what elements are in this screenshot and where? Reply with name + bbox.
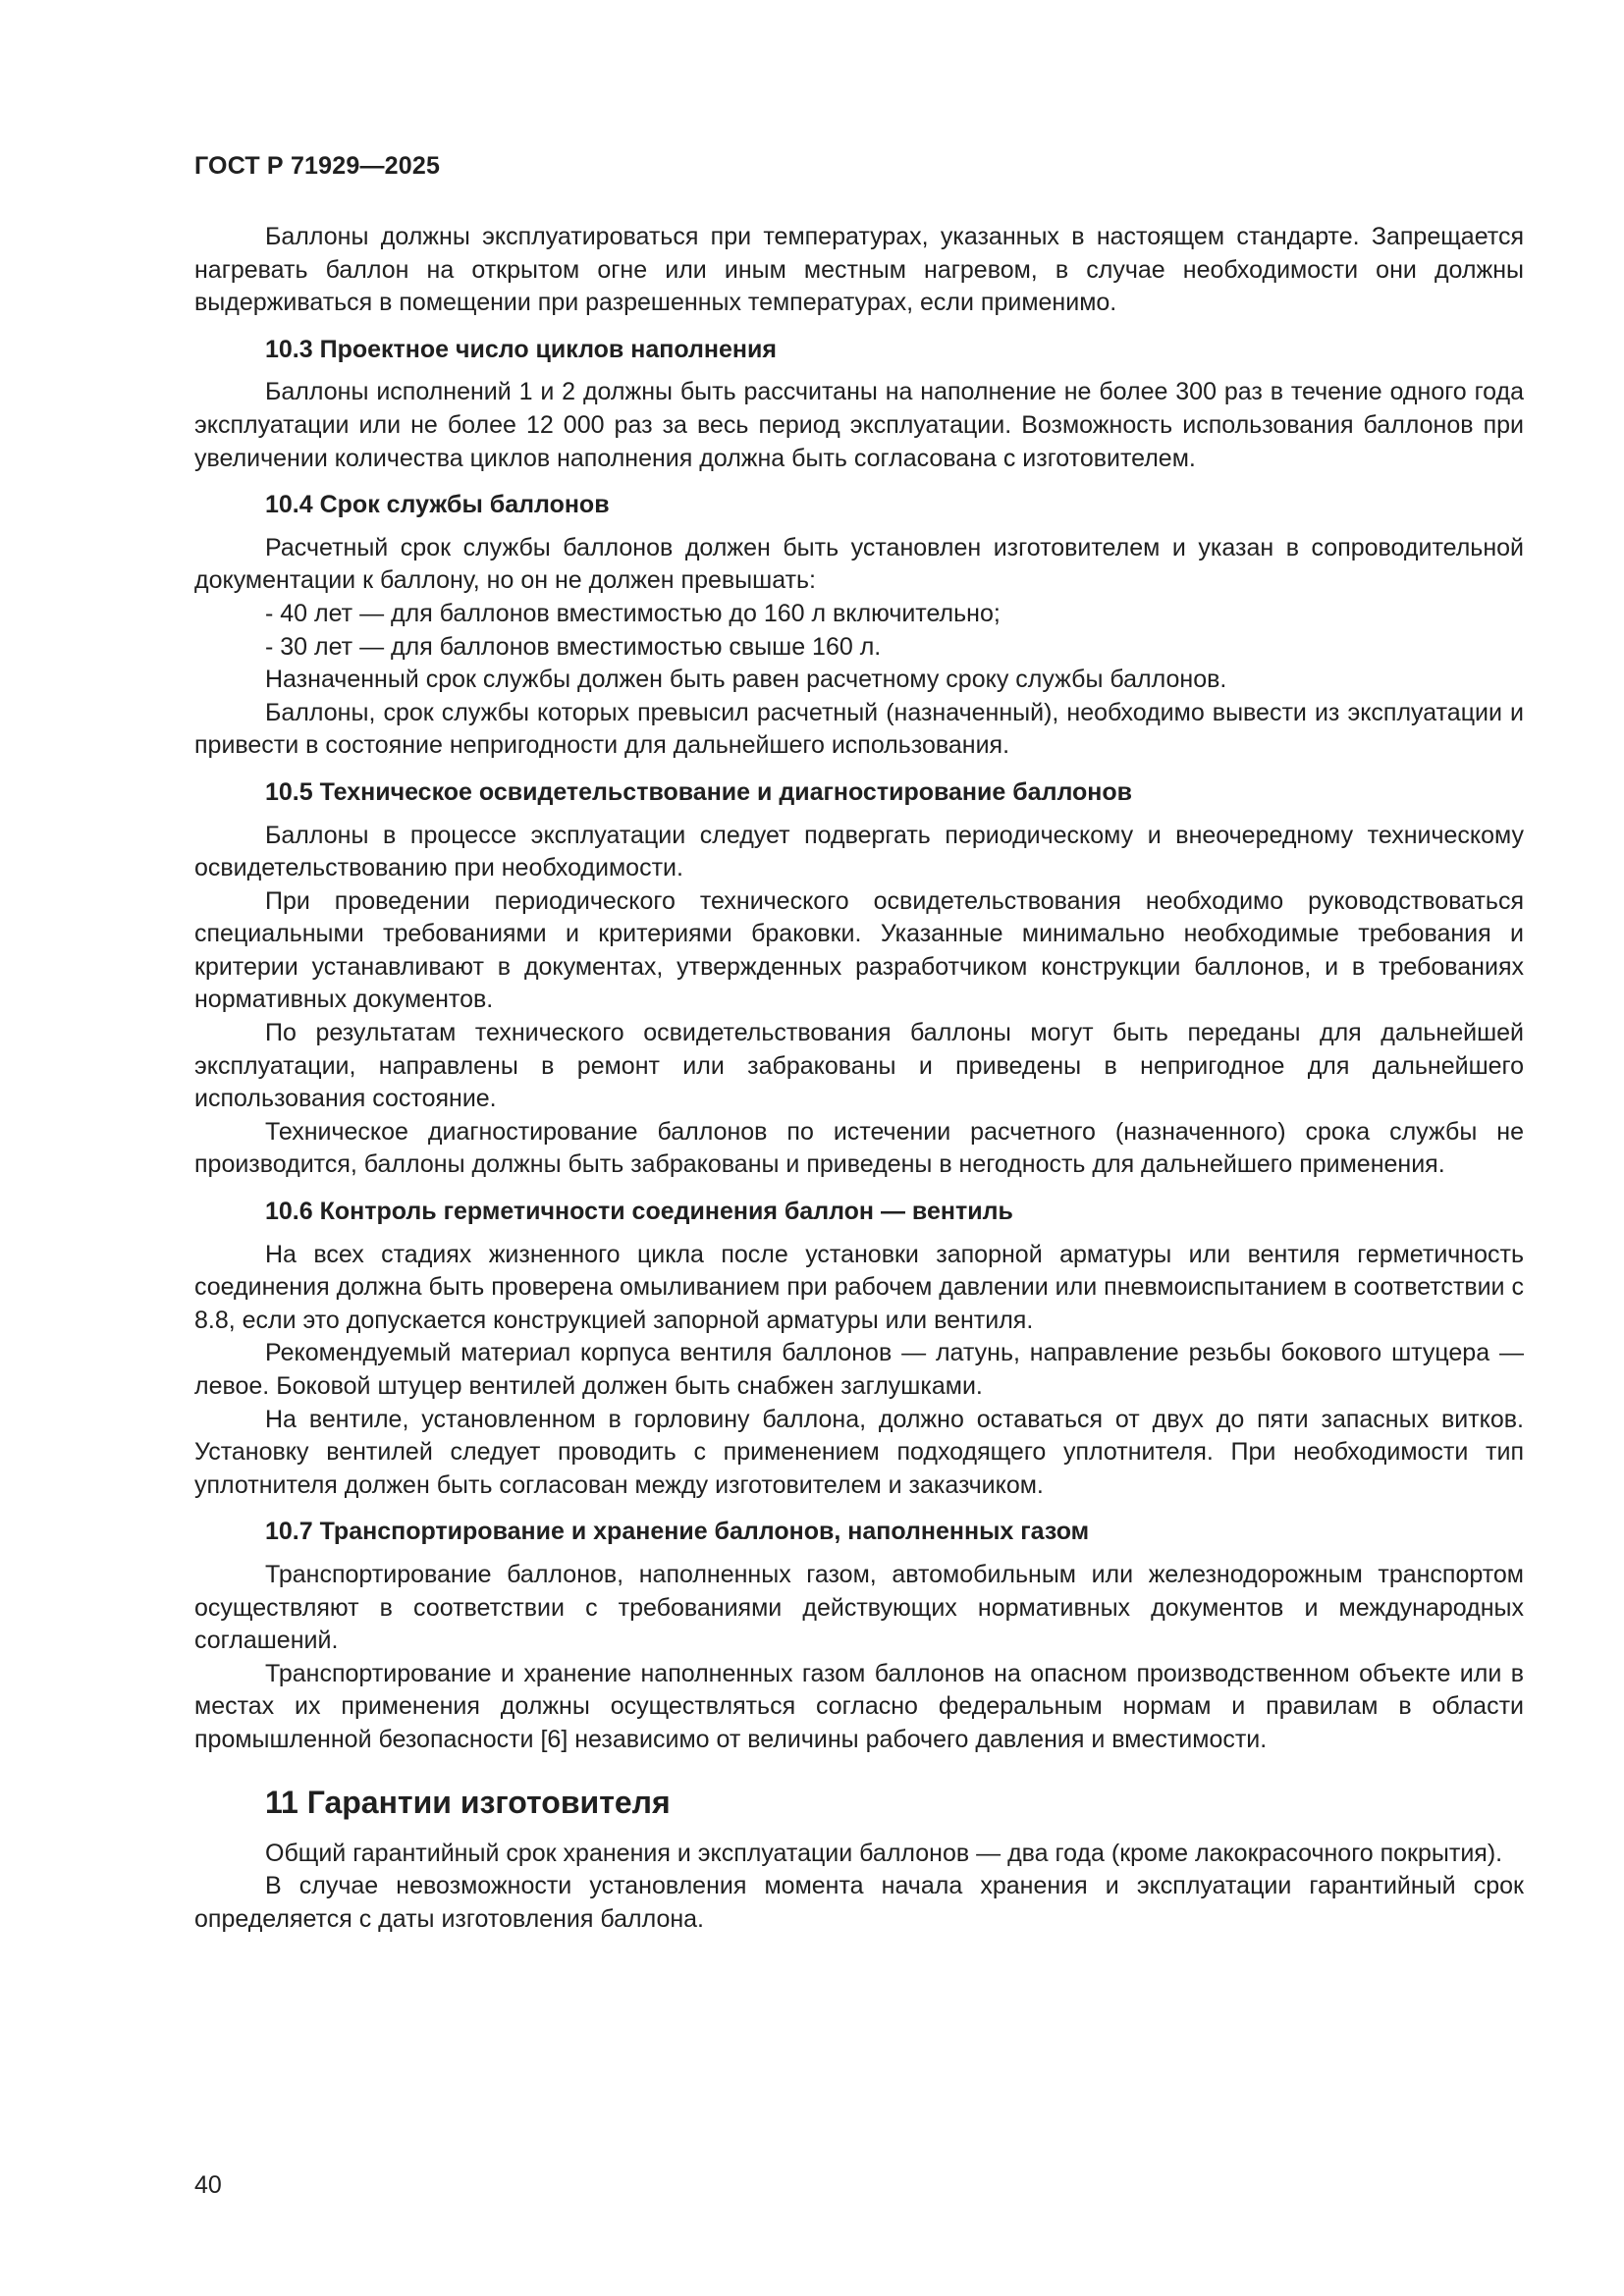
paragraph: Баллоны, срок службы которых превысил расчетный (назначенный), необходимо вывести из эксплуатации и привести в состояние непригодности для дальнейшего использования. xyxy=(194,698,1524,760)
paragraph: Баллоны в процессе эксплуатации следует подвергать периодическому и внеочередному техническому освидетельствованию при необходимости. xyxy=(194,821,1524,882)
paragraph: По результатам технического освидетельствования баллоны могут быть переданы для дальнейшей эксплуатации, направлены в ремонт или забракованы и приведены в непригодное для дальнейшего использования состояние. xyxy=(194,1019,1524,1113)
document-code: ГОСТ Р 71929—2025 xyxy=(194,152,441,180)
section-heading-10-3: 10.3 Проектное число циклов наполнения xyxy=(265,335,777,363)
paragraph: На всех стадиях жизненного цикла после установки запорной арматуры или вентиля герметичность соединения должна быть проверена омыливанием при рабочем давлении или пневмоиспытанием в соответствии с 8.8, если это допускается конструкцией запорной арматуры или вентиля. xyxy=(194,1240,1524,1334)
list-item: - 30 лет — для баллонов вместимостью свыше 160 л. xyxy=(265,632,882,661)
section-heading-10-6: 10.6 Контроль герметичности соединения баллон — вентиль xyxy=(265,1198,1013,1226)
paragraph: Расчетный срок службы баллонов должен быть установлен изготовителем и указан в сопроводительной документации к баллону, но он не должен превышать: xyxy=(194,533,1524,595)
paragraph: Баллоны исполнений 1 и 2 должны быть рассчитаны на наполнение не более 300 раз в течение одного года эксплуатации или не более 12 000 раз за весь период эксплуатации. Возможность использования баллонов при увеличении количества циклов наполнения должна быть согласована с изготовителем. xyxy=(194,378,1524,472)
paragraph: Рекомендуемый материал корпуса вентиля баллонов — латунь, направление резьбы бокового штуцера — левое. Боковой штуцер вентилей должен быть снабжен заглушками. xyxy=(194,1339,1524,1400)
paragraph: Баллоны должны эксплуатироваться при температурах, указанных в настоящем стандарте. Запрещается нагревать баллон на открытом огне или иным местным нагревом, в случае необходимости они должны выдерживаться в помещении при разрешенных температурах, если применимо. xyxy=(194,223,1524,317)
paragraph: Общий гарантийный срок хранения и эксплуатации баллонов — два года (кроме лакокрасочного покрытия). xyxy=(265,1839,1503,1867)
list-item: - 40 лет — для баллонов вместимостью до 160 л включительно; xyxy=(265,599,1001,627)
paragraph: Назначенный срок службы должен быть равен расчетному сроку службы баллонов. xyxy=(265,666,1227,694)
paragraph: На вентиле, установленном в горловину баллона, должно оставаться от двух до пяти запасных витков. Установку вентилей следует проводить с применением подходящего уплотнителя. При необходимости тип уплотнителя должен быть согласован между изготовителем и заказчиком. xyxy=(194,1405,1524,1499)
paragraph: Транспортирование баллонов, наполненных газом, автомобильным или железнодорожным транспортом осуществляют в соответствии с требованиями действующих нормативных документов и международных соглашений. xyxy=(194,1560,1524,1655)
paragraph: В случае невозможности установления момента начала хранения и эксплуатации гарантийный срок определяется с даты изготовления баллона. xyxy=(194,1872,1524,1933)
paragraph: При проведении периодического технического освидетельствования необходимо руководствоваться специальными требованиями и критериями браковки. Указанные минимально необходимые требования и критерии устанавливают в документах, утвержденных разработчиком конструкции баллонов, и в требованиях нормативных документов. xyxy=(194,886,1524,1014)
section-heading-10-7: 10.7 Транспортирование и хранение баллонов, наполненных газом xyxy=(265,1518,1090,1546)
section-heading-10-5: 10.5 Техническое освидетельствование и диагностирование баллонов xyxy=(265,777,1133,806)
page-content xyxy=(194,221,1524,1936)
service-life-list xyxy=(194,598,1524,664)
section-heading-10-4: 10.4 Срок службы баллонов xyxy=(265,491,610,519)
paragraph: Техническое диагностирование баллонов по истечении расчетного (назначенного) срока службы не производится, баллоны должны быть забракованы и приведены в негодность для дальнейшего применения. xyxy=(194,1117,1524,1179)
section-heading-11: 11 Гарантии изготовителя xyxy=(265,1784,671,1820)
paragraph: Транспортирование и хранение наполненных газом баллонов на опасном производственном объекте или в местах их применения должны осуществляться согласно федеральным нормам и правилам в области промышленной безопасности [6] независимо от величины рабочего давления и вместимости. xyxy=(194,1659,1524,1753)
page-number: 40 xyxy=(194,2171,222,2199)
